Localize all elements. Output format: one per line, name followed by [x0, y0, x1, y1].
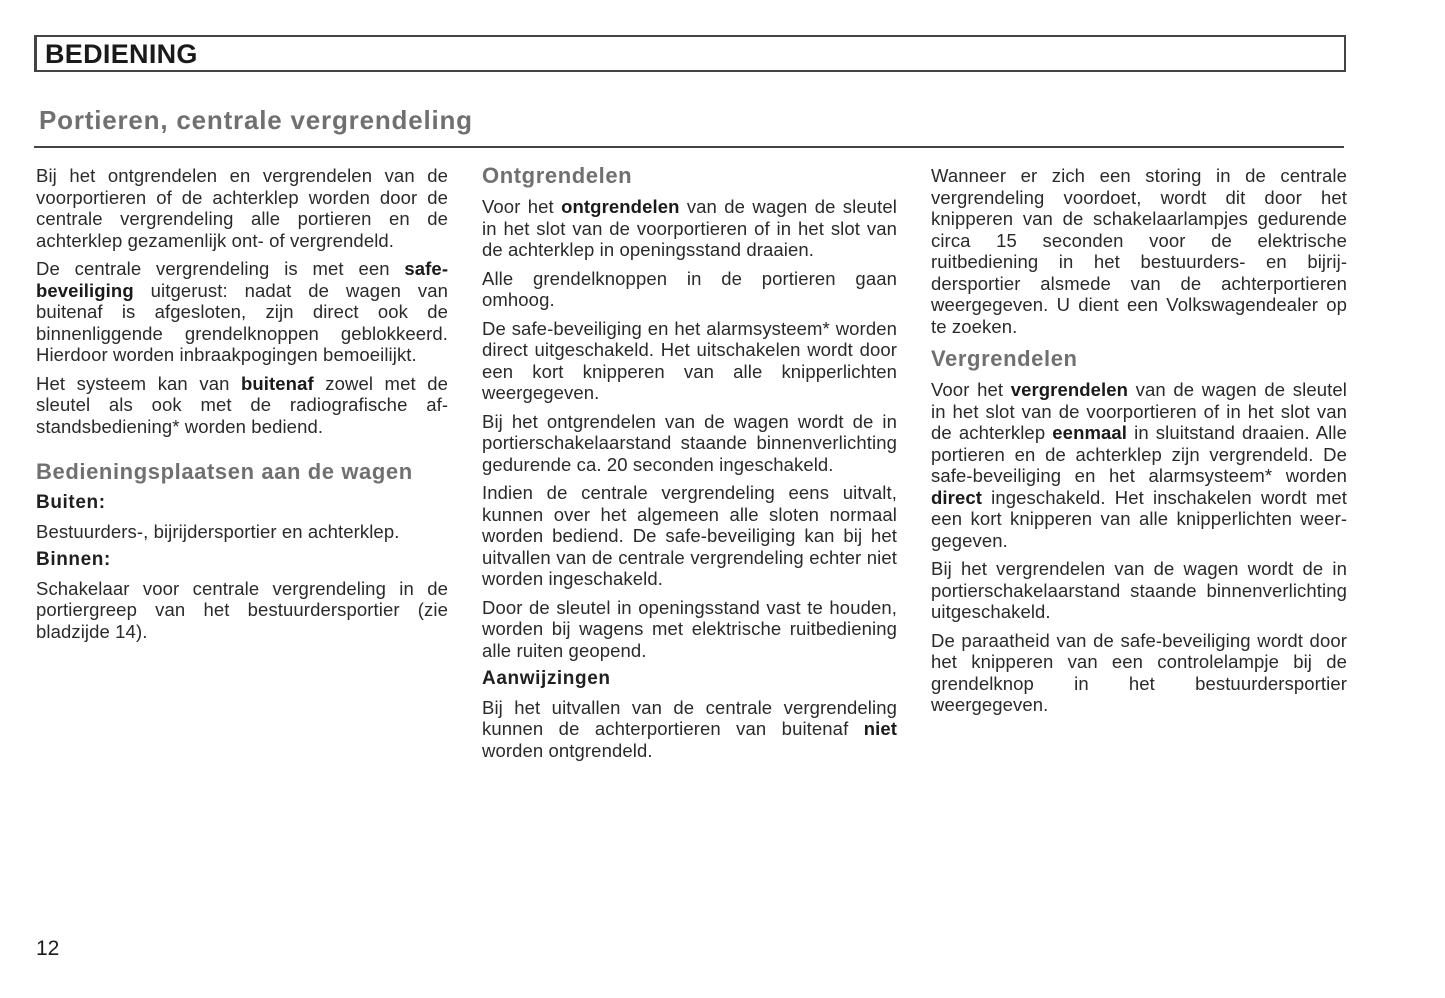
buitenaf-paragraph: Het systeem kan van buitenaf zowel met de sleutel als ook met de radiografische afstandsbediening* worden bediend.: [36, 372, 448, 437]
binnenverlichting-paragraph: Bij het ontgrendelen van de wagen wordt de in portierschakelaarstand staande binnenverlichting gedurende ca. 20 seconden ingeschakeld.: [482, 410, 897, 475]
ruiten-paragraph: Door de sleutel in openingsstand vast te houden, worden bij wagens met elektrische ruitbediening alle ruiten geopend.: [482, 596, 897, 661]
page-number: 12: [36, 937, 60, 960]
ontgrendelen-paragraph: Voor het ontgrendelen van de wagen de sleutel in het slot van de voorportieren of in het slot van de achterklep in openingsstand draaien.: [482, 196, 897, 260]
chapter-header-box: [34, 35, 1346, 72]
binnen-paragraph: Schakelaar voor centrale vergrendeling in de portiergreep van het bestuurdersportier (zie bladzijde 14).: [36, 577, 448, 642]
chapter-title: BEDIENING: [45, 39, 198, 69]
heading-aanwijzingen: Aanwijzingen: [482, 668, 611, 689]
binnenverlichting-uit-paragraph: Bij het vergrendelen van de wagen wordt de in portierschakelaarstand staande binnenverlichting uitgeschakeld.: [931, 558, 1347, 622]
buiten-paragraph: Bestuurders-, bijrijdersportier en achterklep.: [36, 520, 400, 542]
column-right: [931, 165, 1347, 723]
uitval-paragraph: Indien de centrale vergrendeling eens uitvalt, kunnen over het algemeen alle sloten normaal worden bediend. De safe-beveiliging kan bij het uitvallen van de centrale vergrendeling echter niet worden ingeschakeld.: [482, 482, 897, 589]
alarm-paragraph: De safe-beveiliging en het alarmsysteem* worden direct uitgeschakeld. Het uitschakelen wordt door een kort knipperen van alle knipperlichten weergegeven.: [482, 317, 897, 403]
paraatheid-paragraph: De paraatheid van de safe-beveiliging wordt door het knipperen van een controlelampje bij de grendelknop in het bestuurdersportier weergegeven.: [931, 629, 1347, 715]
vergrendelen-paragraph: Voor het vergrendelen van de wagen de sleutel in het slot van de voorportieren of in het slot van de achterklep eenmaal in sluitstand draaien. Alle portieren en de achterklep zijn vergrendeld. De safe-beveiliging en het alarmsysteem* worden direct ingeschakeld. Het inschakelen wordt met een kort knipperen van alle knipperlichten weergegeven.: [931, 379, 1347, 551]
aanwijzingen-paragraph: Bij het uitvallen van de centrale vergrendeling kunnen de achterportieren van buitenaf niet worden ontgrendeld.: [482, 696, 897, 761]
heading-ontgrendelen: Ontgrendelen: [482, 163, 633, 188]
safe-beveiliging-paragraph: De centrale vergrendeling is met een safebeveiliging uitgerust: nadat de wagen van buitenaf is afgesloten, zijn direct ook de binnenliggende grendelknoppen geblokkeerd. Hierdoor worden inbraakpogingen bemoeilijkt.: [36, 258, 448, 365]
intro-paragraph: Bij het ontgrendelen en vergrendelen van de voorportieren of de achterklep worden door de centrale vergrendeling alle portieren en de achterklep gezamenlijk ont- of vergrendeld.: [36, 165, 448, 251]
section-divider: [34, 146, 1344, 148]
heading-binnen: Binnen:: [36, 549, 111, 570]
heading-vergrendelen: Vergrendelen: [931, 346, 1078, 371]
heading-bedieningsplaatsen: Bedieningsplaatsen aan de wagen: [36, 459, 413, 484]
heading-buiten: Buiten:: [36, 492, 106, 513]
grendelknoppen-paragraph: Alle grendelknoppen in de portieren gaan omhoog.: [482, 267, 897, 310]
column-middle: [482, 165, 897, 768]
storing-paragraph: Wanneer er zich een storing in de centrale vergrendeling voordoet, wordt dit door het knipperen van de schakelaarlampjes gedurende circa 15 seconden voor de elektrische ruitbediening in het bestuurders- en bijrijdersportier alsmede van de achterportieren weergegeven. U dient een Volkswagendealer op te zoeken.: [931, 165, 1347, 337]
section-title: Portieren, centrale vergrendeling: [39, 105, 473, 135]
column-left: [36, 165, 448, 649]
